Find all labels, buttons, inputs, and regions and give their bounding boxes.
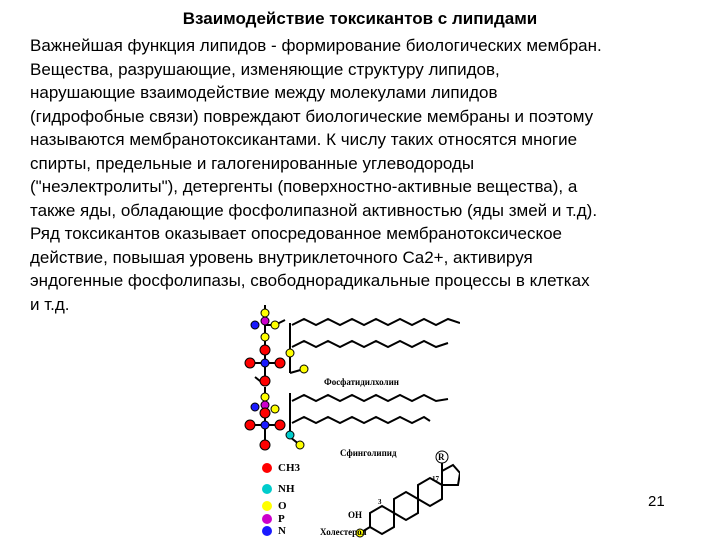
body-line: нарушающие взаимодействие между молекулами липидов — [30, 83, 498, 102]
legend-dot-o — [262, 501, 272, 511]
slide-title: Взаимодействие токсикантов с липидами — [182, 9, 538, 28]
page-number: 21 — [648, 493, 665, 510]
cholesterol-label: Холестерол — [320, 527, 367, 537]
legend-row-p — [262, 513, 285, 525]
legend-row-ch3 — [262, 462, 300, 474]
carbon-17-label: 17 — [432, 475, 439, 483]
atom-legend — [262, 462, 332, 540]
body-line: и т.д. — [30, 294, 70, 314]
legend-label-nh: NH — [278, 483, 295, 495]
lipid-structures-drawing — [220, 295, 460, 540]
legend-label-ch3: CH3 — [278, 462, 300, 474]
body-line: Важнейшая функция липидов - формирование биологических мембран. — [30, 36, 602, 55]
legend-label-n: N — [278, 525, 286, 537]
body-line: также яды, обладающие фосфолипазной активностью (яды змей и т.д). — [30, 200, 598, 220]
legend-dot-ch3 — [262, 463, 272, 473]
body-line: эндогенные фосфолипазы, свободнорадикальные процессы в клетках — [30, 271, 590, 290]
legend-dot-p — [262, 514, 272, 524]
body-line: называются мембранотоксикантами. К числу таких относятся многие — [30, 130, 578, 149]
body-line: ("неэлектролиты"), детергенты (поверхностно-активные вещества), а — [30, 177, 578, 196]
oh-group-label: OH — [348, 510, 363, 520]
legend-row-n — [262, 525, 286, 537]
legend-row-o — [262, 500, 287, 512]
legend-label-o: O — [278, 500, 287, 512]
lipid-structures-figure — [220, 295, 460, 540]
legend-dot-n — [262, 526, 272, 536]
body-line: Ряд токсикантов оказывает опосредованное мембранотоксическое — [30, 224, 562, 243]
body-line: Вещества, разрушающие, изменяющие структуру липидов, — [30, 59, 500, 79]
legend-row-nh — [262, 483, 295, 495]
sphingolipid-label: Сфинголипид — [340, 448, 397, 458]
legend-dot-nh — [262, 484, 272, 494]
body-text — [30, 34, 695, 316]
legend-label-p: P — [278, 513, 285, 525]
phosphatidylcholine-label: Фосфатидилхолин — [324, 377, 399, 387]
body-line: спирты, предельные и галогенированные углеводороды — [30, 153, 475, 173]
body-line: действие, повышая уровень внутриклеточного Ca2+, активируя — [30, 247, 533, 267]
body-line: (гидрофобные связи) повреждают биологические мембраны и поэтому — [30, 106, 594, 126]
r-group-label: R — [438, 452, 445, 462]
carbon-3-label: 3 — [378, 498, 382, 506]
